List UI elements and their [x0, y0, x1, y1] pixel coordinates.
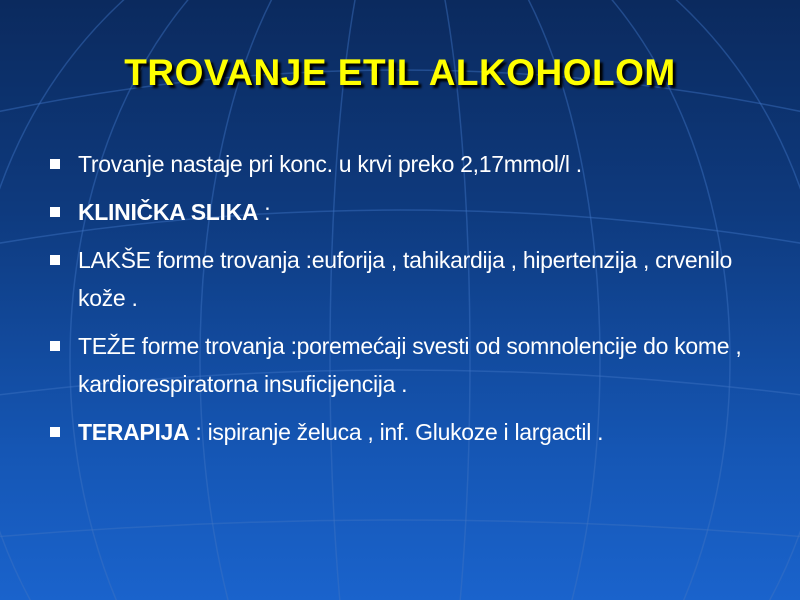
bullet-text: TEŽE forme trovanja :poremećaji svesti od somnolencije do kome , kardiorespiratorna insuficijencija .	[78, 333, 742, 397]
slide-title: TROVANJE ETIL ALKOHOLOM	[124, 52, 676, 93]
bullet-bold-text: KLINIČKA SLIKA	[78, 199, 259, 225]
bullet-bold-text: TERAPIJA	[78, 419, 190, 445]
square-bullet-icon	[50, 207, 60, 217]
bullet-text: LAKŠE forme trovanja :euforija , tahikardija , hipertenzija , crvenilo kože .	[78, 247, 732, 311]
bullet-list	[48, 145, 768, 461]
bullet-item	[48, 413, 768, 451]
square-bullet-icon	[50, 159, 60, 169]
square-bullet-icon	[50, 255, 60, 265]
square-bullet-icon	[50, 341, 60, 351]
bullet-text: :	[258, 199, 271, 225]
square-bullet-icon	[50, 427, 60, 437]
bullet-item	[48, 145, 768, 183]
bullet-item	[48, 327, 768, 403]
bullet-item	[48, 193, 768, 231]
bullet-item	[48, 241, 768, 317]
bullet-text: : ispiranje želuca , inf. Glukoze i largactil .	[189, 419, 604, 445]
bullet-text: Trovanje nastaje pri konc. u krvi preko 2,17mmol/l .	[78, 151, 582, 177]
